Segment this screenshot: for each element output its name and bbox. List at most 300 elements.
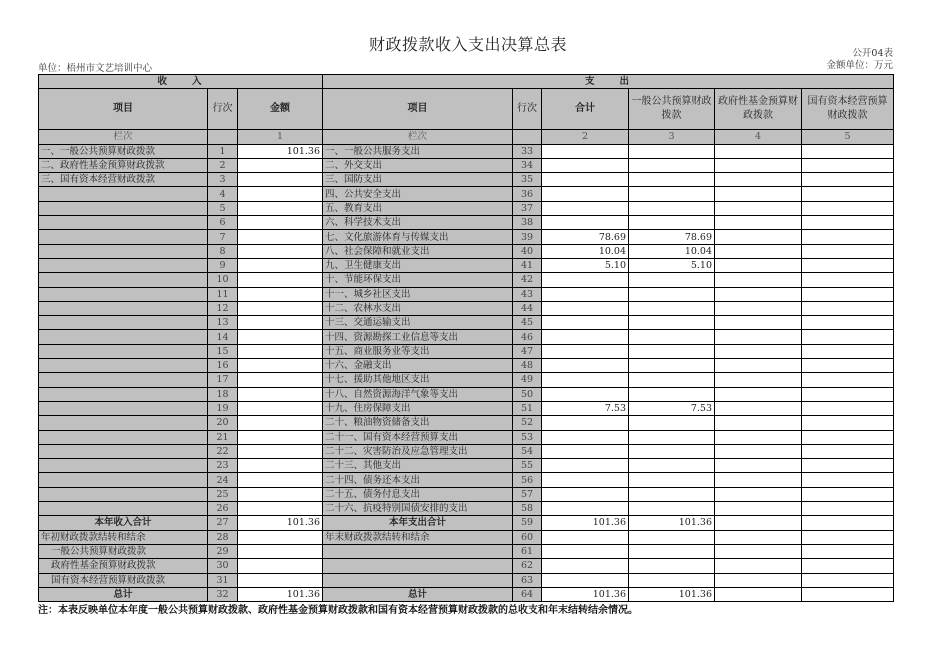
expense-gov-fund — [715, 216, 802, 230]
table-row — [39, 373, 894, 387]
income-row-no: 21 — [208, 430, 238, 444]
expense-state-capital — [802, 273, 894, 287]
income-row-no: 19 — [208, 401, 238, 415]
expense-item: 十八、自然资源海洋气象等支出 — [323, 387, 513, 401]
expense-total: 101.36 — [542, 587, 629, 601]
expense-state-capital — [802, 416, 894, 430]
expense-state-capital — [802, 173, 894, 187]
income-row-no: 7 — [208, 230, 238, 244]
expense-state-capital — [802, 559, 894, 573]
expense-item: 二十、粮油物资储备支出 — [323, 416, 513, 430]
expense-row-no: 50 — [513, 387, 542, 401]
expense-gov-fund — [715, 344, 802, 358]
expense-gov-fund — [715, 330, 802, 344]
expense-item: 九、卫生健康支出 — [323, 258, 513, 272]
unit-label: 单位：梧州市文艺培训中心 — [38, 63, 153, 74]
expense-row-no: 43 — [513, 287, 542, 301]
expense-general-budget — [629, 559, 715, 573]
income-item — [39, 387, 208, 401]
income-item — [39, 187, 208, 201]
expense-general-budget — [629, 330, 715, 344]
header-general-budget: 一般公共预算财政拨款 — [629, 89, 715, 130]
expense-general-budget: 7.53 — [629, 401, 715, 415]
table-row — [39, 316, 894, 330]
expense-general-budget — [629, 573, 715, 587]
income-row-no: 11 — [208, 287, 238, 301]
expense-gov-fund — [715, 416, 802, 430]
expense-state-capital — [802, 487, 894, 501]
income-row-no: 27 — [208, 516, 238, 530]
income-row-no: 3 — [208, 173, 238, 187]
expense-general-budget — [629, 344, 715, 358]
income-item: 一般公共预算财政拨款 — [39, 544, 208, 558]
expense-row-no: 54 — [513, 444, 542, 458]
table-row — [39, 502, 894, 516]
expense-gov-fund — [715, 187, 802, 201]
col-index-5: 5 — [802, 130, 894, 144]
income-item: 本年收入合计 — [39, 516, 208, 530]
expense-total: 5.10 — [542, 258, 629, 272]
fiscal-summary-table — [38, 74, 894, 602]
table-row — [39, 216, 894, 230]
table-row — [39, 287, 894, 301]
expense-total — [542, 573, 629, 587]
income-item — [39, 344, 208, 358]
expense-total — [542, 187, 629, 201]
expense-row-no: 38 — [513, 216, 542, 230]
grand-total-row — [39, 587, 894, 601]
income-row-no: 5 — [208, 201, 238, 215]
income-row-no: 29 — [208, 544, 238, 558]
expense-general-budget: 78.69 — [629, 230, 715, 244]
expense-item: 二十二、灾害防治及应急管理支出 — [323, 444, 513, 458]
expense-gov-fund — [715, 573, 802, 587]
expense-gov-fund — [715, 316, 802, 330]
income-amount — [238, 216, 323, 230]
income-amount — [238, 430, 323, 444]
income-amount — [238, 273, 323, 287]
income-amount — [238, 301, 323, 315]
expense-total — [542, 387, 629, 401]
income-section-header: 收 入 — [39, 75, 323, 89]
income-row-no: 31 — [208, 573, 238, 587]
table-row — [39, 401, 894, 415]
income-row-no: 4 — [208, 187, 238, 201]
income-amount — [238, 530, 323, 544]
carryover-detail-row — [39, 544, 894, 558]
header-income-row-no: 行次 — [208, 89, 238, 130]
expense-general-budget — [629, 173, 715, 187]
income-amount — [238, 287, 323, 301]
income-amount — [238, 158, 323, 172]
expense-item: 十五、商业服务业等支出 — [323, 344, 513, 358]
expense-gov-fund — [715, 144, 802, 158]
income-item — [39, 487, 208, 501]
expense-item: 二十三、其他支出 — [323, 459, 513, 473]
expense-general-budget — [629, 487, 715, 501]
table-row — [39, 487, 894, 501]
col-index-1: 1 — [238, 130, 323, 144]
expense-gov-fund — [715, 201, 802, 215]
table-row — [39, 430, 894, 444]
expense-general-budget — [629, 201, 715, 215]
form-number: 公开04表 — [852, 48, 893, 59]
expense-state-capital — [802, 373, 894, 387]
expense-general-budget — [629, 387, 715, 401]
income-row-no: 25 — [208, 487, 238, 501]
expense-row-no: 44 — [513, 301, 542, 315]
expense-state-capital — [802, 430, 894, 444]
expense-total — [542, 158, 629, 172]
col-label-expense: 栏次 — [323, 130, 513, 144]
table-row — [39, 330, 894, 344]
header-gov-fund: 政府性基金预算财政拨款 — [715, 89, 802, 130]
header-expense-item: 项目 — [323, 89, 513, 130]
expense-row-no: 47 — [513, 344, 542, 358]
income-item — [39, 401, 208, 415]
table-row — [39, 473, 894, 487]
expense-state-capital — [802, 230, 894, 244]
expense-gov-fund — [715, 530, 802, 544]
expense-general-budget: 101.36 — [629, 516, 715, 530]
income-amount — [238, 459, 323, 473]
subtotal-row — [39, 516, 894, 530]
expense-section-header: 支 出 — [323, 75, 894, 89]
expense-gov-fund — [715, 559, 802, 573]
income-row-no: 23 — [208, 459, 238, 473]
expense-gov-fund — [715, 444, 802, 458]
income-row-no: 28 — [208, 530, 238, 544]
income-amount: 101.36 — [238, 516, 323, 530]
income-amount — [238, 330, 323, 344]
expense-item: 十二、农林水支出 — [323, 301, 513, 315]
expense-state-capital — [802, 459, 894, 473]
expense-total — [542, 287, 629, 301]
expense-total: 7.53 — [542, 401, 629, 415]
income-amount — [238, 559, 323, 573]
header-income-amount: 金额 — [238, 89, 323, 130]
income-amount — [238, 487, 323, 501]
expense-row-no: 36 — [513, 187, 542, 201]
income-item: 政府性基金预算财政拨款 — [39, 559, 208, 573]
expense-row-no: 52 — [513, 416, 542, 430]
expense-gov-fund — [715, 301, 802, 315]
expense-general-budget — [629, 444, 715, 458]
income-amount: 101.36 — [238, 144, 323, 158]
expense-row-no: 35 — [513, 173, 542, 187]
col-index-blank — [208, 130, 238, 144]
expense-state-capital — [802, 187, 894, 201]
carryover-row — [39, 530, 894, 544]
expense-row-no: 48 — [513, 359, 542, 373]
expense-item: 本年支出合计 — [323, 516, 513, 530]
expense-general-budget — [629, 530, 715, 544]
expense-general-budget — [629, 359, 715, 373]
expense-gov-fund — [715, 502, 802, 516]
expense-item: 一、一般公共服务支出 — [323, 144, 513, 158]
expense-row-no: 34 — [513, 158, 542, 172]
income-amount — [238, 244, 323, 258]
income-row-no: 2 — [208, 158, 238, 172]
expense-state-capital — [802, 516, 894, 530]
income-item: 三、国有资本经营财政拨款 — [39, 173, 208, 187]
expense-gov-fund — [715, 487, 802, 501]
expense-general-budget — [629, 373, 715, 387]
expense-item: 四、公共安全支出 — [323, 187, 513, 201]
expense-general-budget: 10.04 — [629, 244, 715, 258]
income-row-no: 10 — [208, 273, 238, 287]
expense-total — [542, 316, 629, 330]
expense-general-budget — [629, 416, 715, 430]
expense-general-budget — [629, 287, 715, 301]
col-index-2: 2 — [542, 130, 629, 144]
expense-state-capital — [802, 158, 894, 172]
expense-row-no: 55 — [513, 459, 542, 473]
table-row — [39, 387, 894, 401]
income-item: 国有资本经营预算财政拨款 — [39, 573, 208, 587]
expense-item — [323, 544, 513, 558]
expense-gov-fund — [715, 373, 802, 387]
expense-row-no: 57 — [513, 487, 542, 501]
expense-total — [542, 301, 629, 315]
expense-total — [542, 430, 629, 444]
table-row — [39, 258, 894, 272]
expense-item: 二十六、抗疫特别国债安排的支出 — [323, 502, 513, 516]
expense-total — [542, 144, 629, 158]
income-item: 总计 — [39, 587, 208, 601]
expense-general-budget — [629, 216, 715, 230]
income-row-no: 17 — [208, 373, 238, 387]
income-item — [39, 230, 208, 244]
page-title: 财政拨款收入支出决算总表 — [368, 35, 567, 54]
income-row-no: 1 — [208, 144, 238, 158]
expense-item: 十九、住房保障支出 — [323, 401, 513, 415]
expense-row-no: 33 — [513, 144, 542, 158]
expense-state-capital — [802, 258, 894, 272]
expense-row-no: 40 — [513, 244, 542, 258]
expense-item: 七、文化旅游体育与传媒支出 — [323, 230, 513, 244]
income-item — [39, 273, 208, 287]
expense-gov-fund — [715, 258, 802, 272]
expense-item: 六、科学技术支出 — [323, 216, 513, 230]
expense-item: 年末财政拨款结转和结余 — [323, 530, 513, 544]
expense-item: 总计 — [323, 587, 513, 601]
expense-gov-fund — [715, 430, 802, 444]
income-item — [39, 244, 208, 258]
income-row-no: 16 — [208, 359, 238, 373]
table-row — [39, 301, 894, 315]
expense-gov-fund — [715, 459, 802, 473]
table-row — [39, 444, 894, 458]
expense-state-capital — [802, 359, 894, 373]
income-item: 一、一般公共预算财政拨款 — [39, 144, 208, 158]
expense-state-capital — [802, 216, 894, 230]
expense-total — [542, 416, 629, 430]
expense-item: 十七、援助其他地区支出 — [323, 373, 513, 387]
expense-item: 十三、交通运输支出 — [323, 316, 513, 330]
expense-row-no: 53 — [513, 430, 542, 444]
expense-item: 八、社会保障和就业支出 — [323, 244, 513, 258]
income-item — [39, 373, 208, 387]
header-state-capital: 国有资本经营预算财政拨款 — [802, 89, 894, 130]
section-header-row — [39, 75, 894, 89]
expense-row-no: 41 — [513, 258, 542, 272]
table-row — [39, 416, 894, 430]
expense-total — [542, 530, 629, 544]
expense-total — [542, 201, 629, 215]
expense-general-budget — [629, 473, 715, 487]
income-row-no: 14 — [208, 330, 238, 344]
expense-row-no: 63 — [513, 573, 542, 587]
expense-total — [542, 544, 629, 558]
expense-row-no: 64 — [513, 587, 542, 601]
table-row — [39, 230, 894, 244]
expense-state-capital — [802, 573, 894, 587]
income-amount: 101.36 — [238, 587, 323, 601]
income-amount — [238, 502, 323, 516]
expense-general-budget — [629, 316, 715, 330]
footnote: 注：本表反映单位本年度一般公共预算财政拨款、政府性基金预算财政拨款和国有资本经营预算财政拨款的总收支和年末结转结余情况。 — [38, 605, 638, 616]
expense-row-no: 59 — [513, 516, 542, 530]
expense-item: 十、节能环保支出 — [323, 273, 513, 287]
expense-total — [542, 359, 629, 373]
expense-total: 78.69 — [542, 230, 629, 244]
expense-state-capital — [802, 387, 894, 401]
expense-item — [323, 559, 513, 573]
header-expense-row-no: 行次 — [513, 89, 542, 130]
income-amount — [238, 344, 323, 358]
table-row — [39, 273, 894, 287]
expense-item: 十六、金融支出 — [323, 359, 513, 373]
income-row-no: 12 — [208, 301, 238, 315]
income-row-no: 15 — [208, 344, 238, 358]
expense-state-capital — [802, 287, 894, 301]
expense-row-no: 37 — [513, 201, 542, 215]
table-row — [39, 244, 894, 258]
expense-total — [542, 344, 629, 358]
income-amount — [238, 173, 323, 187]
income-item — [39, 330, 208, 344]
income-amount — [238, 401, 323, 415]
header-total: 合计 — [542, 89, 629, 130]
expense-item: 五、教育支出 — [323, 201, 513, 215]
expense-row-no: 42 — [513, 273, 542, 287]
amount-unit: 金额单位：万元 — [826, 60, 893, 71]
expense-item: 二十一、国有资本经营预算支出 — [323, 430, 513, 444]
income-item — [39, 444, 208, 458]
expense-total — [542, 487, 629, 501]
expense-general-budget — [629, 158, 715, 172]
income-row-no: 6 — [208, 216, 238, 230]
expense-general-budget — [629, 502, 715, 516]
table-row — [39, 144, 894, 158]
income-item — [39, 258, 208, 272]
expense-gov-fund — [715, 587, 802, 601]
income-amount — [238, 416, 323, 430]
expense-state-capital — [802, 344, 894, 358]
header-income-item: 项目 — [39, 89, 208, 130]
expense-state-capital — [802, 144, 894, 158]
expense-total — [542, 373, 629, 387]
expense-row-no: 62 — [513, 559, 542, 573]
income-item — [39, 473, 208, 487]
expense-item: 十四、资源勘探工业信息等支出 — [323, 330, 513, 344]
income-amount — [238, 258, 323, 272]
expense-gov-fund — [715, 273, 802, 287]
col-index-blank — [513, 130, 542, 144]
income-row-no: 26 — [208, 502, 238, 516]
table-row — [39, 187, 894, 201]
expense-gov-fund — [715, 287, 802, 301]
expense-row-no: 49 — [513, 373, 542, 387]
expense-gov-fund — [715, 401, 802, 415]
expense-gov-fund — [715, 230, 802, 244]
expense-general-budget: 5.10 — [629, 258, 715, 272]
income-item — [39, 430, 208, 444]
col-label-income: 栏次 — [39, 130, 208, 144]
income-row-no: 18 — [208, 387, 238, 401]
income-row-no: 8 — [208, 244, 238, 258]
expense-state-capital — [802, 201, 894, 215]
carryover-detail-row — [39, 559, 894, 573]
expense-state-capital — [802, 316, 894, 330]
income-item — [39, 316, 208, 330]
income-item — [39, 287, 208, 301]
expense-row-no: 56 — [513, 473, 542, 487]
expense-gov-fund — [715, 158, 802, 172]
table-row — [39, 459, 894, 473]
income-amount — [238, 444, 323, 458]
col-index-4: 4 — [715, 130, 802, 144]
income-amount — [238, 187, 323, 201]
income-item — [39, 359, 208, 373]
expense-row-no: 39 — [513, 230, 542, 244]
income-row-no: 32 — [208, 587, 238, 601]
income-item — [39, 301, 208, 315]
expense-row-no: 61 — [513, 544, 542, 558]
column-index-row — [39, 130, 894, 144]
expense-item: 二、外交支出 — [323, 158, 513, 172]
col-index-3: 3 — [629, 130, 715, 144]
expense-gov-fund — [715, 473, 802, 487]
expense-general-budget — [629, 544, 715, 558]
expense-general-budget — [629, 301, 715, 315]
expense-gov-fund — [715, 173, 802, 187]
income-row-no: 9 — [208, 258, 238, 272]
expense-general-budget: 101.36 — [629, 587, 715, 601]
expense-item: 二十四、债务还本支出 — [323, 473, 513, 487]
expense-state-capital — [802, 401, 894, 415]
expense-state-capital — [802, 244, 894, 258]
expense-row-no: 45 — [513, 316, 542, 330]
expense-gov-fund — [715, 516, 802, 530]
income-amount — [238, 387, 323, 401]
income-row-no: 20 — [208, 416, 238, 430]
table-row — [39, 173, 894, 187]
column-header-row — [39, 89, 894, 130]
expense-gov-fund — [715, 244, 802, 258]
table-row — [39, 158, 894, 172]
expense-general-budget — [629, 430, 715, 444]
expense-row-no: 46 — [513, 330, 542, 344]
expense-state-capital — [802, 330, 894, 344]
expense-general-budget — [629, 459, 715, 473]
income-amount — [238, 201, 323, 215]
expense-general-budget — [629, 187, 715, 201]
expense-row-no: 51 — [513, 401, 542, 415]
income-amount — [238, 316, 323, 330]
expense-item: 三、国防支出 — [323, 173, 513, 187]
